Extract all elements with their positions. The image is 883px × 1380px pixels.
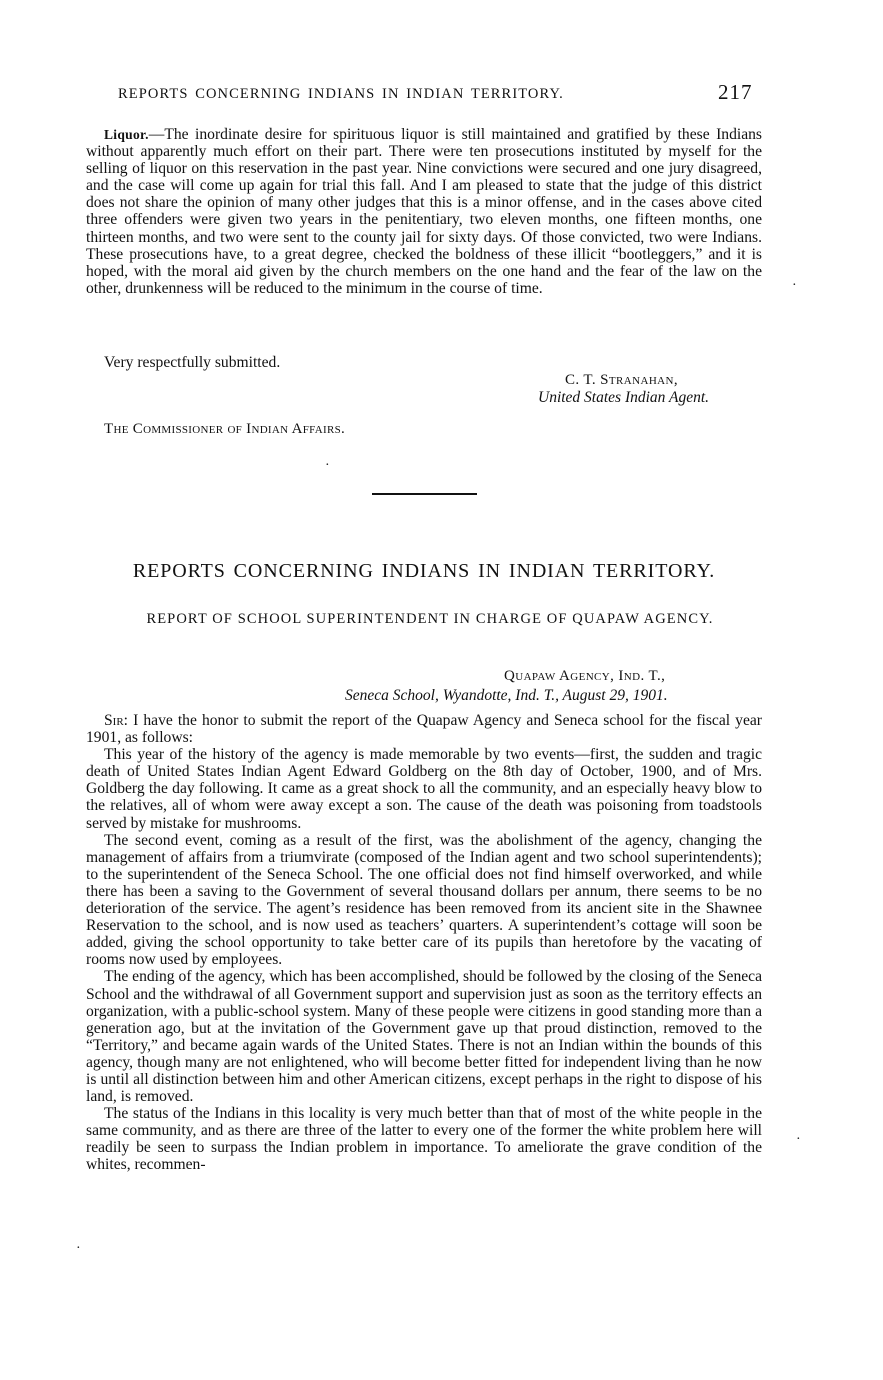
closing-line: Very respectfully submitted.: [104, 354, 281, 371]
stray-dot: ·: [792, 278, 797, 293]
signature-name: C. T. Stranahan,: [565, 372, 678, 388]
dateline-place-date: Seneca School, Wyandotte, Ind. T., August 29, 1901.: [345, 687, 668, 704]
liquor-paragraph: [86, 126, 762, 297]
report-title: REPORT OF SCHOOL SUPERINTENDENT IN CHARGE OF QUAPAW AGENCY.: [146, 611, 714, 627]
addressee: The Commissioner of Indian Affairs.: [104, 421, 346, 437]
salutation: Sir:: [104, 712, 129, 729]
body-paragraph: The status of the Indians in this locality is very much better than that of most of the white people in the same community, and as there are three of the latter to every one of the former the white problem here will readily be seen to surpass the Indian problem in importance. To ameliorate the grave condition of the whites, recommen-: [86, 1105, 762, 1174]
running-header: REPORTS CONCERNING INDIANS IN INDIAN TERRITORY.: [118, 86, 564, 102]
liquor-text: —The inordinate desire for spirituous liquor is still maintained and gratified by these Indians without apparently much effort on their part. There were ten prosecutions instituted by myself for the selling of liquor on this reservation in the past year. Nine convictions were secured and one jury disagreed, and the case will come up again for trial this fall. And I am pleased to state that the judge of this district does not share the opinion of many other judges that this is a minor offense, and in the cases above cited three offenders were given two years in the penitentiary, two eleven months, one fifteen months, one thirteen months, and two were sent to the county jail for sixty days. Of those convicted, two were Indians. These prosecutions have, to a great degree, checked the boldness of these illicit “bootleggers,” and it is hoped, with the moral aid given by the church members on the one hand and the fear of the law on the other, drunkenness will be reduced to the minimum in the course of time.: [86, 126, 762, 297]
signature-title: United States Indian Agent.: [538, 389, 710, 406]
page-number: 217: [718, 80, 753, 104]
liquor-lead: Liquor.: [104, 127, 149, 142]
section-title: REPORTS CONCERNING INDIANS IN INDIAN TERRITORY.: [132, 560, 716, 582]
body-paragraph: This year of the history of the agency is made memorable by two events—first, the sudden and tragic death of United States Indian Agent Edward Goldberg on the 8th day of October, 1900, and of Mrs. Goldberg the day following. It came as a great shock to all the community, and an especially heavy blow to the relatives, all of whom were away except a son. The cause of the death was poisoning from toadstools served by mistake for mushrooms.: [86, 746, 762, 832]
report-body: [86, 712, 762, 1174]
body-paragraph: The ending of the agency, which has been accomplished, should be followed by the closing of the Seneca School and the withdrawal of all Government support and supervision just as soon as the territory effects an organization, with a public-school system. Many of these people were citizens in good standing more than a generation ago, but at the invitation of the Government gave up that proud distinction, removed to the “Territory,” and became again wards of the United States. There is not an Indian within the bounds of this agency, though many are not enlightened, who will become better fitted for independent living than he now is until all distinction between him and other American citizens, except perhaps in the right to dispose of his land, is removed.: [86, 968, 762, 1106]
body-paragraph: [86, 712, 762, 746]
liquor-section: [86, 126, 762, 297]
dateline-agency: Quapaw Agency, Ind. T.,: [504, 668, 666, 684]
body-paragraph: The second event, coming as a result of the first, was the abolishment of the agency, changing the management of affairs from a triumvirate (composed of the Indian agent and two school superintendents); to the superintendent of the Seneca School. The one official does not find himself overworked, and while there has been a saving to the Government of several thousand dollars per annum, there seems to be no deterioration of the service. The agent’s residence has been removed from its ancient site in the Shawnee Reservation to the school, and is now used as teachers’ quarters. A superintendent’s cottage will soon be added, giving the school opportunity to take better care of its pupils than heretofore by the vacating of rooms now used by employees.: [86, 831, 762, 969]
stray-dot: ·: [325, 458, 330, 473]
stray-dot: ·: [796, 1132, 801, 1147]
stray-dot: ·: [76, 1241, 81, 1256]
intro-text: I have the honor to submit the report of the Quapaw Agency and Seneca school for the fiscal year 1901, as follows:: [86, 712, 763, 747]
section-divider: [372, 493, 477, 495]
